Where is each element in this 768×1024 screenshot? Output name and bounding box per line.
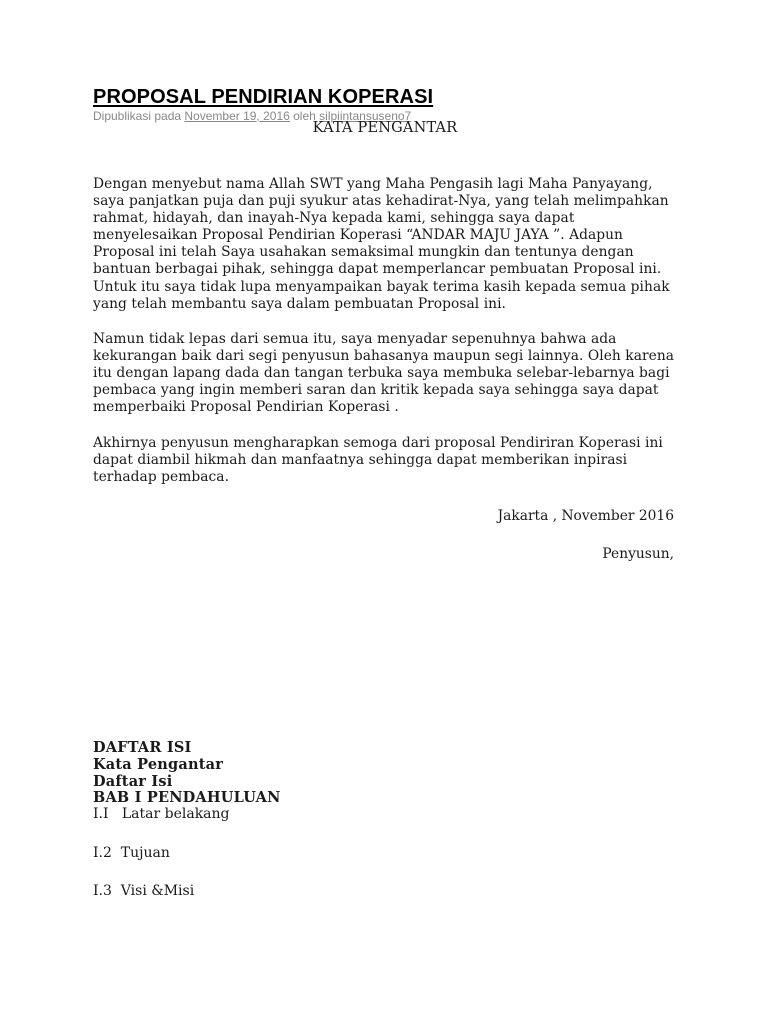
author-by-label: oleh: [289, 109, 320, 123]
published-prefix: Dipublikasi pada: [93, 109, 185, 123]
paragraph-3: Akhirnya penyusun mengharapkan semoga dari proposal Pendiriran Koperasi ini dapat diambil hikmah dan manfaatnya sehingga dapat memberikan inpirasi terhadap pembaca.: [93, 435, 663, 486]
toc-item-bab-i: BAB I PENDAHULUAN: [93, 789, 281, 806]
toc-heading: DAFTAR ISI: [93, 739, 192, 756]
place-date: Jakarta , November 2016: [497, 508, 674, 524]
signoff: Penyusun,: [602, 546, 674, 562]
toc-item-visi-misi: I.3 Visi &Misi: [93, 883, 195, 899]
paragraph-2: Namun tidak lepas dari semua itu, saya menyadar sepenuhnya bahwa ada kekurangan baik dari segi penyusun bahasanya maupun segi lainnya. Oleh karena itu dengan lapang dada dan tangan terbuka saya membuka selebar-lebarnya bagi pembaca yang ingin memberi saran dan kritik kepada saya sehingga saya dapat memperbaiki Proposal Pendirian Koperasi .: [93, 331, 675, 416]
paragraph-1: Dengan menyebut nama Allah SWT yang Maha Pengasih lagi Maha Panyayang, saya panjatkan puja dan puji syukur atas kehadirat-Nya, yang telah melimpahkan rahmat, hidayah, dan inayah-Nya kepada kami, sehingga saya dapat menyelesaikan Proposal Pendirian Koperasi “ANDAR MAJU JAYA ”. Adapun Proposal ini telah Saya usahakan semaksimal mungkin dan tentunya dengan bantuan berbagai pihak, sehingga dapat memperlancar pembuatan Proposal ini. Untuk itu saya tidak lupa menyampaikan bayak terima kasih kepada semua pihak yang telah membantu saya dalam pembuatan Proposal ini.: [93, 176, 670, 312]
toc-item-tujuan: I.2 Tujuan: [93, 845, 170, 861]
document-title: PROPOSAL PENDIRIAN KOPERASI: [93, 86, 434, 108]
toc-item-latar-belakang: I.I Latar belakang: [93, 806, 230, 822]
toc-item-kata-pengantar: Kata Pengantar: [93, 756, 224, 773]
kata-pengantar-heading: KATA PENGANTAR: [312, 120, 458, 136]
toc-item-daftar-isi: Daftar Isi: [93, 773, 173, 790]
author-link[interactable]: silpiintansuseno7: [319, 109, 412, 123]
publish-date-link[interactable]: November 19, 2016: [184, 109, 290, 123]
